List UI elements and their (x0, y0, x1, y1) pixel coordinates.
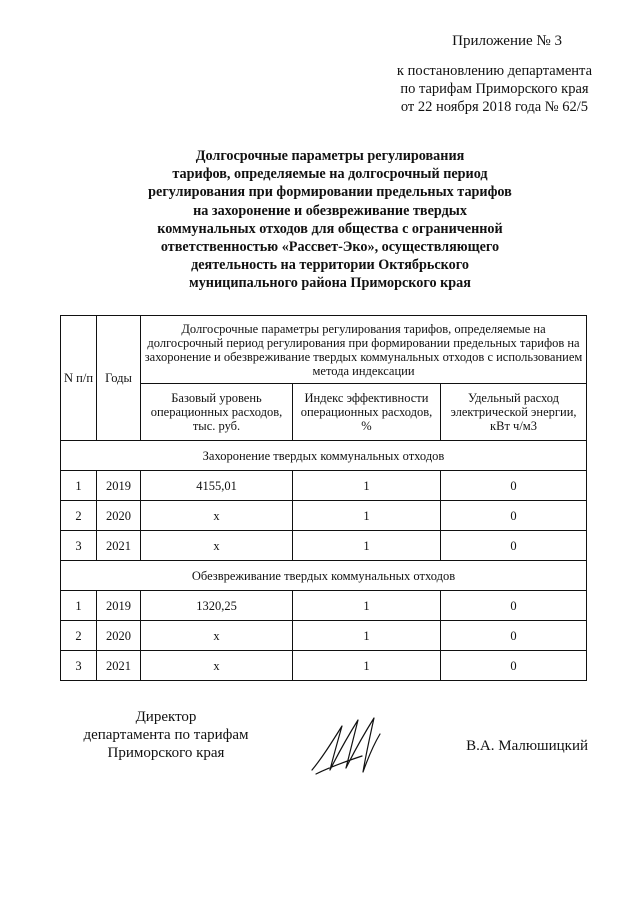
cell-base-opex: х (141, 621, 293, 651)
cell-number: 2 (61, 621, 97, 651)
cell-efficiency-index: 1 (293, 471, 441, 501)
appendix-reference (397, 62, 592, 116)
section-row (61, 441, 587, 471)
table-header-row (61, 316, 587, 384)
table-row (61, 591, 587, 621)
appendix-ref-line: по тарифам Приморского края (400, 81, 589, 97)
column-header-year: Годы (97, 316, 141, 441)
parameters-table (60, 315, 587, 681)
document-title-line: коммунальных отходов для общества с ограниченной (157, 220, 503, 237)
signer-title-line: Приморского края (107, 745, 225, 761)
cell-year: 2019 (97, 471, 141, 501)
appendix-title: Приложение № 3 (452, 33, 562, 49)
cell-efficiency-index: 1 (293, 591, 441, 621)
cell-number: 1 (61, 471, 97, 501)
document-title-line: Долгосрочные параметры регулирования (195, 148, 465, 164)
document-title (100, 147, 560, 293)
cell-base-opex: х (141, 501, 293, 531)
cell-base-opex: 1320,25 (141, 591, 293, 621)
cell-number: 3 (61, 531, 97, 561)
cell-number: 3 (61, 651, 97, 681)
column-header-number: N п/п (61, 316, 97, 441)
column-group-header: Долгосрочные параметры регулирования тарифов, определяемые на долгосрочный период регулирования при формировании предельных тарифов на захоронение и обезвреживание твердых коммунальных отходов с использованием метода индексации (141, 316, 587, 384)
document-title-line: ответственностью «Рассвет-Эко», осуществляющего (160, 239, 500, 256)
document-title-line: на захоронение и обезвреживание твердых (193, 202, 467, 219)
column-header-energy-consumption: Удельный расход электрической энергии, кВт ч/м3 (441, 384, 587, 441)
cell-base-opex: х (141, 531, 293, 561)
appendix-ref-line: к постановлению департамента (396, 63, 592, 79)
table-row (61, 471, 587, 501)
cell-efficiency-index: 1 (293, 651, 441, 681)
document-title-line: тарифов, определяемые на долгосрочный период (172, 166, 488, 183)
cell-number: 2 (61, 501, 97, 531)
cell-energy-consumption: 0 (441, 531, 587, 561)
cell-base-opex: х (141, 651, 293, 681)
section-row (61, 561, 587, 591)
cell-efficiency-index: 1 (293, 621, 441, 651)
cell-energy-consumption: 0 (441, 471, 587, 501)
table-row (61, 501, 587, 531)
cell-energy-consumption: 0 (441, 591, 587, 621)
signer-title-line: департамента по тарифам (83, 727, 249, 743)
cell-year: 2020 (97, 621, 141, 651)
document-title-line: регулирования при формировании предельных тарифов (148, 184, 512, 201)
document-title-line: муниципального района Приморского края (189, 275, 471, 292)
table-row (61, 531, 587, 561)
table-row (61, 651, 587, 681)
handwritten-signature (308, 712, 388, 780)
section-title: Захоронение твердых коммунальных отходов (61, 441, 587, 471)
cell-year: 2021 (97, 651, 141, 681)
cell-efficiency-index: 1 (293, 501, 441, 531)
cell-energy-consumption: 0 (441, 651, 587, 681)
cell-efficiency-index: 1 (293, 531, 441, 561)
cell-year: 2019 (97, 591, 141, 621)
cell-year: 2020 (97, 501, 141, 531)
cell-energy-consumption: 0 (441, 621, 587, 651)
table-row (61, 621, 587, 651)
cell-energy-consumption: 0 (441, 501, 587, 531)
cell-year: 2021 (97, 531, 141, 561)
column-header-base-opex: Базовый уровень операционных расходов, тыс. руб. (141, 384, 293, 441)
section-title: Обезвреживание твердых коммунальных отходов (61, 561, 587, 591)
signer-title-line: Директор (135, 709, 197, 725)
appendix-ref-line: от 22 ноября 2018 года № 62/5 (400, 99, 589, 115)
cell-number: 1 (61, 591, 97, 621)
cell-base-opex: 4155,01 (141, 471, 293, 501)
signer-name: В.А. Малюшицкий (466, 738, 588, 754)
signer-title (76, 708, 256, 762)
document-title-line: деятельность на территории Октябрьского (191, 257, 469, 274)
column-header-efficiency-index: Индекс эффективности операционных расходов, % (293, 384, 441, 441)
